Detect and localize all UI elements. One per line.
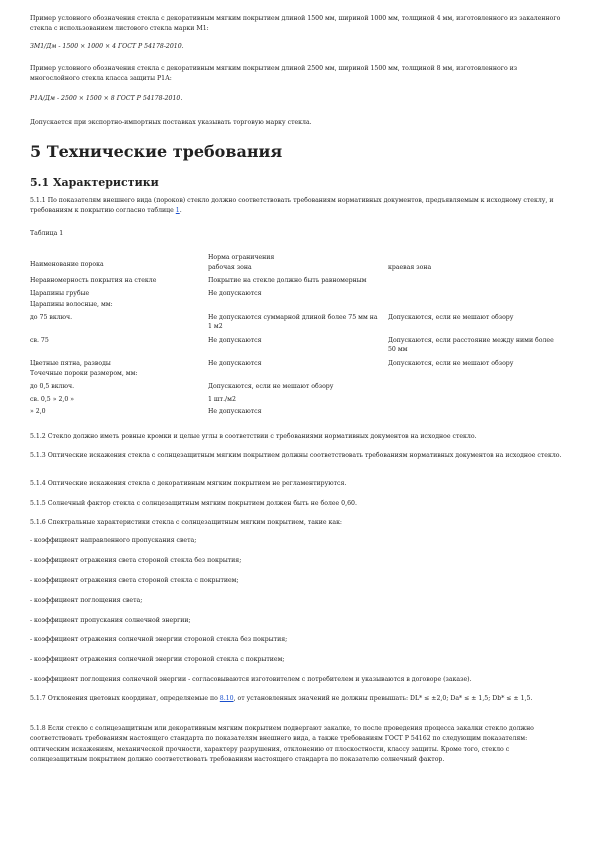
list-item: - коэффициент отражения света стороной стекла без покрытия;	[30, 557, 242, 564]
table-header-defect: Наименование порока	[30, 261, 104, 268]
table-header-work-zone: рабочая зона	[208, 264, 252, 271]
table-cell-work-zone: Не допускаются	[208, 290, 262, 297]
table-header-norm: Норма ограничения	[208, 254, 275, 261]
example-2-text: Пример условного обозначения стекла с декоративным мягким покрытием длиной 2500 мм, шириной 1500 мм, толщиной 8 мм, изготовленного из многослойного стекла класса защиты Р1А:	[30, 65, 518, 83]
table-cell-work-zone: Не допускаются суммарной длиной более 75 мм на 1 м2	[208, 314, 378, 330]
paragraph-5-1-1-end: .	[179, 207, 182, 215]
section-8-10-link[interactable]: 8.10	[219, 695, 234, 702]
table-caption: Таблица 1	[30, 230, 64, 237]
table-cell-defect: св. 0,5 » 2,0 »	[30, 396, 75, 403]
paragraph-5-1-5: 5.1.5 Солнечный фактор стекла с солнцезащитным мягким покрытием должен быть не более 0,60.	[30, 500, 357, 507]
table-cell-defect: до 75 включ.	[30, 314, 73, 321]
table-cell-defect: Цветные пятна, разводы	[30, 360, 111, 367]
list-item: - коэффициент поглощения солнечной энергии - согласовываются изготовителем с потребителем и указываются в договоре (заказе).	[30, 676, 472, 683]
table-cell-defect: до 0,5 включ.	[30, 383, 75, 390]
table-cell-work-zone: Не допускаются	[208, 360, 262, 367]
table-1-link[interactable]: 1	[175, 207, 180, 215]
table-cell-work-zone: Не допускаются	[208, 337, 262, 344]
table-cell-edge-zone: Допускаются, если не мешают обзору	[388, 314, 514, 321]
example-1-code: ЗМ1/Дм - 1500 × 1000 × 4 ГОСТ Р 54178-2010.	[30, 43, 184, 50]
paragraph-5-1-3: 5.1.3 Оптические искажения стекла с солнцезащитным мягким покрытием должны соответствовать требованиям нормативных документов на исходное стекло.	[30, 452, 562, 459]
table-cell-edge-zone: Допускаются, если не мешают обзору	[388, 360, 514, 367]
paragraph-5-1-8: 5.1.8 Если стекло с солнцезащитным или декоративным мягким покрытием подвергают закалке, то после проведения процесса закалки стекло должно соответствовать требованиям настоящего стандарта по показателям внешнего вида, а также требованиям ГОСТ Р 54162 по следующим показателям: оптическим искажениям, механической прочности, характеру разрушения, отклонению от плоскостности, классу защиты. Кроме того, стекло с солнцезащитным покрытием должно соответствовать требованиям настоящего стандарта по показателю солнечный фактор.	[30, 725, 534, 764]
table-cell-edge-zone: Допускаются, если расстояние между ними более 50 мм	[388, 337, 554, 353]
table-cell-defect: Неравномерность покрытия на стекле	[30, 277, 157, 284]
list-item: - коэффициент отражения солнечной энергии стороной стекла без покрытия;	[30, 636, 288, 643]
paragraph-5-1-1-text: 5.1.1 По показателям внешнего вида (пороков) стекло должно соответствовать требованиям нормативных документов, предъявляемым к исходному стеклу, и требованиям к покрытию согласно таблице	[30, 197, 554, 215]
table-header-edge-zone: краевая зона	[388, 264, 432, 271]
paragraph-5-1-7	[30, 694, 562, 704]
example-2-code: Р1А/Дм - 2500 × 1500 × 8 ГОСТ Р 54178-2010.	[30, 95, 183, 102]
example-1-text: Пример условного обозначения стекла с декоративным мягким покрытием длиной 1500 мм, шириной 1000 мм, толщиной 4 мм, изготовленного из закаленного стекла с использованием листового стекла марки М1:	[30, 15, 561, 33]
paragraph-5-1-2: 5.1.2 Стекло должно иметь ровные кромки и целые углы в соответствии с требованиями нормативных документов на исходное стекло.	[30, 433, 477, 440]
list-item: - коэффициент пропускания солнечной энергии;	[30, 617, 191, 624]
table-cell-defect: Царапины волосные, мм:	[30, 301, 113, 308]
subsection-title: 5.1 Характеристики	[30, 176, 159, 189]
paragraph-5-1-1	[30, 196, 562, 217]
paragraph-5-1-7-text: 5.1.7 Отклонения цветовых координат, определяемые по	[30, 695, 220, 702]
table-cell-work-zone: Допускаются, если не мешают обзору	[208, 383, 334, 390]
list-item: - коэффициент поглощения света;	[30, 597, 143, 604]
table-cell-defect: св. 75	[30, 337, 49, 344]
table-cell-defect: Точечные пороки размером, мм:	[30, 370, 138, 377]
table-cell-defect: Царапины грубые	[30, 290, 90, 297]
export-note: Допускается при экспортно-импортных поставках указывать торговую марку стекла.	[30, 119, 312, 126]
list-item: - коэффициент отражения света стороной стекла с покрытием;	[30, 577, 239, 584]
paragraph-5-1-4: 5.1.4 Оптические искажения стекла с декоративным мягким покрытием не регламентируются.	[30, 480, 347, 487]
section-title: 5 Технические требования	[30, 142, 283, 161]
table-cell-work-zone: Покрытие на стекле должно быть равномерным	[208, 277, 367, 284]
table-cell-defect: » 2,0	[30, 408, 46, 415]
table-cell-work-zone: Не допускаются	[208, 408, 262, 415]
paragraph-5-1-7-tail: , от установленных значений не должны превышать: DL* ≤ ±2,0; Da* ≤ ± 1,5; Db* ≤ ± 1,5.	[233, 695, 533, 702]
table-cell-work-zone: 1 шт./м2	[208, 396, 236, 403]
list-item: - коэффициент направленного пропускания света;	[30, 537, 197, 544]
paragraph-5-1-6: 5.1.6 Спектральные характеристики стекла с солнцезащитным мягким покрытием, такие как:	[30, 519, 343, 526]
list-item: - коэффициент отражения солнечной энергии стороной стекла с покрытием;	[30, 656, 285, 663]
